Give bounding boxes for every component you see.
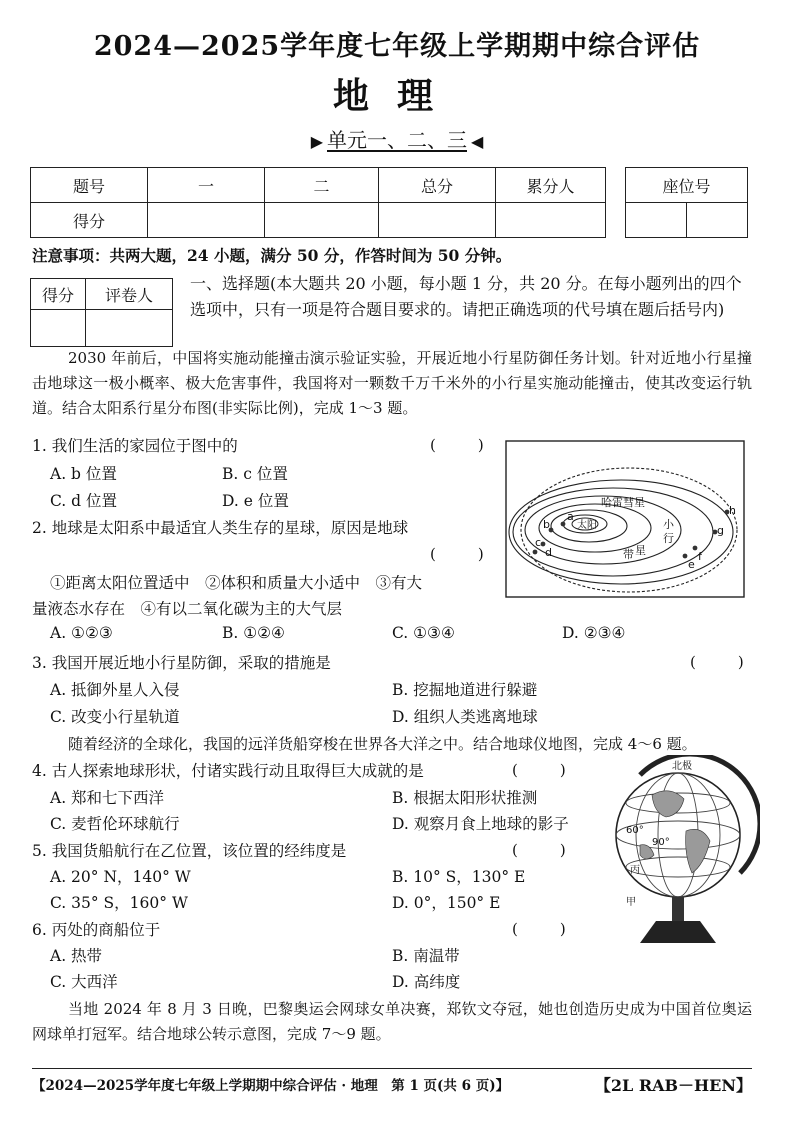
- seat-label: 座位号: [626, 168, 748, 203]
- page-footer: [32, 1068, 752, 1094]
- letter-a: a: [567, 510, 574, 523]
- belt-label-4: 星: [635, 544, 646, 557]
- q4-option-a[interactable]: A. 郑和七下西洋: [50, 789, 165, 807]
- score-cell[interactable]: [265, 203, 379, 238]
- q3-option-d[interactable]: D. 组织人类逃离地球: [392, 708, 538, 726]
- question-5-stem: 5. 我国货船航行在乙位置，该位置的经纬度是: [32, 842, 347, 860]
- section-1-heading: 一、选择题(本大题共 20 小题，每小题 1 分，共 20 分。在每小题列出的四个选项中，只有一项是符合题目要求的。请把正确选项的代号填在题后括号内): [190, 274, 742, 319]
- score-table-header: 总分: [379, 168, 496, 203]
- unit-label: [0, 124, 794, 153]
- unit-text: 单元一、二、三: [327, 128, 467, 152]
- q6-option-a[interactable]: A. 热带: [50, 947, 103, 965]
- exam-title: 2024—2025学年度七年级上学期期中综合评估: [93, 31, 701, 62]
- question-3-answer-bracket[interactable]: ( ): [690, 653, 748, 671]
- q1-option-c[interactable]: C. d 位置: [50, 492, 118, 510]
- passage-3: 当地 2024 年 8 月 3 日晚，巴黎奥运会网球女单决赛，郑钦文夺冠，她也创造历史成为中国首位奥运网球单打冠军。结合地球公转示意图，完成 7～9 题。: [32, 1000, 752, 1043]
- planet-d: [533, 550, 538, 555]
- q6-option-c[interactable]: C. 大西洋: [50, 973, 118, 991]
- bing-label: 丙: [630, 865, 640, 876]
- grader-score-label: 得分: [31, 279, 86, 310]
- q1-option-d[interactable]: D. e 位置: [222, 492, 289, 510]
- sun-label: 太阳: [577, 520, 597, 531]
- q4-option-b[interactable]: B. 根据太阳形状推测: [392, 789, 538, 807]
- seat-table: [625, 167, 748, 238]
- score-table-header: 累分人: [496, 168, 606, 203]
- score-table-header: 二: [265, 168, 379, 203]
- question-4-answer-bracket[interactable]: ( ): [512, 761, 570, 779]
- planet-f: [693, 546, 698, 551]
- seat-cell[interactable]: [626, 203, 687, 238]
- question-2-line-1: ①距离太阳位置适中 ②体积和质量大小适中 ③有大: [50, 574, 423, 592]
- letter-e: e: [688, 558, 695, 571]
- lat-60-label: 60°: [626, 825, 644, 836]
- grader-score-cell[interactable]: [31, 310, 86, 347]
- belt-label-2: 行: [663, 532, 674, 545]
- q3-option-c[interactable]: C. 改变小行星轨道: [50, 708, 180, 726]
- q4-option-c[interactable]: C. 麦哲伦环球航行: [50, 815, 180, 833]
- q5-option-a[interactable]: A. 20° N，140° W: [50, 868, 191, 886]
- grader-cell[interactable]: [86, 310, 173, 347]
- score-table-header: 一: [148, 168, 265, 203]
- letter-b: b: [543, 518, 550, 531]
- letter-d: d: [545, 546, 552, 559]
- question-6-stem: 6. 丙处的商船位于: [32, 921, 161, 939]
- question-1-stem: 1. 我们生活的家园位于图中的: [32, 437, 238, 455]
- score-table: [30, 167, 606, 238]
- passage-2: 随着经济的全球化，我国的远洋货船穿梭在世界各大洋之中。结合地球仪地图，完成 4～6 题。: [68, 735, 697, 753]
- q6-option-b[interactable]: B. 南温带: [392, 947, 460, 965]
- question-6-answer-bracket[interactable]: ( ): [512, 920, 570, 938]
- grader-table: [30, 278, 173, 347]
- planet-e: [683, 554, 688, 559]
- score-cell[interactable]: [148, 203, 265, 238]
- q2-option-b[interactable]: B. ①②④: [222, 624, 285, 642]
- planet-a: [561, 522, 566, 527]
- grader-label: 评卷人: [86, 279, 173, 310]
- question-2-answer-bracket[interactable]: ( ): [430, 545, 488, 563]
- q2-option-d[interactable]: D. ②③④: [562, 624, 626, 642]
- left-triangle-icon: ◀: [471, 132, 484, 151]
- belt-label-1: 小: [663, 518, 674, 531]
- question-3-stem: 3. 我国开展近地小行星防御，采取的措施是: [32, 654, 331, 672]
- q6-option-d[interactable]: D. 高纬度: [392, 973, 461, 991]
- belt-label-3: 带: [623, 548, 634, 561]
- question-2-stem: 2. 地球是太阳系中最适宜人类生存的星球，原因是地球: [32, 519, 409, 537]
- globe-stand: [672, 897, 684, 921]
- passage-1: 2030 年前后，中国将实施动能撞击演示验证实验，开展近地小行星防御任务计划。针对近地小行星撞击地球这一极小概率、极大危害事件，我国将对一颗数千万千米外的小行星实施动能撞击，使其改变运行轨道。结合太阳系行星分布图(非实际比例)，完成 1～3 题。: [32, 349, 752, 417]
- q5-option-c[interactable]: C. 35° S，160° W: [50, 894, 188, 912]
- letter-c: c: [535, 536, 542, 549]
- score-table-header: 题号: [31, 168, 148, 203]
- score-row-label: 得分: [31, 203, 148, 238]
- q4-option-d[interactable]: D. 观察月食上地球的影子: [392, 815, 569, 833]
- q2-option-c[interactable]: C. ①③④: [392, 624, 455, 642]
- comet-label: 哈雷彗星: [601, 496, 645, 509]
- seat-cell[interactable]: [687, 203, 748, 238]
- q3-option-a[interactable]: A. 抵御外星人入侵: [50, 681, 180, 699]
- q5-option-b[interactable]: B. 10° S，130° E: [392, 868, 526, 886]
- subject-title: 地理: [332, 75, 461, 117]
- question-5-answer-bracket[interactable]: ( ): [512, 841, 570, 859]
- question-4-stem: 4. 古人探索地球形状，付诸实践行动且取得巨大成就的是: [32, 762, 424, 780]
- q1-option-b[interactable]: B. c 位置: [222, 465, 288, 483]
- q2-option-a[interactable]: A. ①②③: [50, 624, 113, 642]
- globe-base: [640, 921, 716, 943]
- q1-option-a[interactable]: A. b 位置: [50, 465, 117, 483]
- lat-90-label: 90°: [652, 837, 670, 848]
- score-cell[interactable]: [379, 203, 496, 238]
- notice-text: 注意事项：共两大题，24 小题，满分 50 分，作答时间为 50 分钟。: [32, 246, 512, 265]
- right-triangle-icon: ▶: [310, 132, 323, 151]
- letter-g: g: [717, 524, 724, 537]
- q5-option-d[interactable]: D. 0°，150° E: [392, 894, 501, 912]
- jia-label: 甲: [626, 897, 636, 908]
- solar-system-figure: [505, 440, 745, 598]
- score-cell[interactable]: [496, 203, 606, 238]
- letter-h: h: [729, 504, 736, 517]
- north-pole-label: 北极: [672, 761, 692, 772]
- globe-figure: [600, 755, 760, 947]
- paper-code: 【2L RAB－HEN】: [594, 1076, 752, 1095]
- q3-option-b[interactable]: B. 挖掘地道进行躲避: [392, 681, 538, 699]
- question-2-line-2: 量液态水存在 ④有以二氧化碳为主的大气层: [32, 600, 343, 618]
- footer-text: 【2024—2025学年度七年级上学期期中综合评估 · 地理 第 1 页(共 6 页)】: [32, 1078, 510, 1094]
- question-1-answer-bracket[interactable]: ( ): [430, 436, 488, 454]
- letter-f: f: [698, 550, 702, 563]
